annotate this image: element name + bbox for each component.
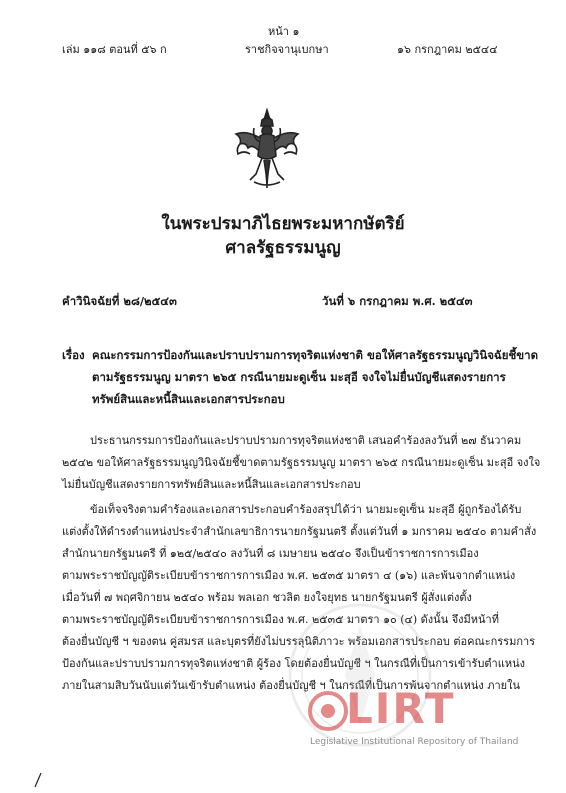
body-line: ตามพระราชบัญญัติระเบียบข้าราชการการเมือง พ.ศ. ๒๕๓๕ มาตรา ๑๐ (๔) ดังนั้น จึงมีหน้าที่ (62, 613, 499, 626)
watermark-letters: LIRT (346, 684, 456, 733)
subject-line: ทรัพย์สินและหนี้สินและเอกสารประกอบ (92, 392, 285, 406)
body-line: ๒๕๔๒ ขอให้ศาลรัฐธรรมนูญวินิจฉัยชี้ขาดตามรัฐธรรมนูญ มาตรา ๒๖๕ กรณีนายมะดูเซ็น มะสุอี จงใจ (62, 456, 541, 469)
publication-date: ๑๖ กรกฎาคม ๒๕๔๔ (397, 43, 498, 56)
ruling-number: คำวินิจฉัยที่ ๒๘/๒๕๔๓ (62, 294, 177, 308)
body-line: ต้องยื่นบัญชี ฯ ของตน คู่สมรส และบุตรที่ยังไม่บรรลุนิติภาวะ พร้อมเอกสารประกอบ ต่อคณะกรรมการ (62, 635, 536, 648)
subject-line: คณะกรรมการป้องกันและปราบปรามการทุจริตแห่งชาติ ขอให้ศาลรัฐธรรมนูญวินิจฉัยชี้ขาด (92, 348, 539, 362)
garuda-emblem-icon (232, 108, 302, 190)
body-line: ป้องกันและปราบปรามการทุจริตแห่งชาติ ผู้ร้อง โดยต้องยื่นบัญชี ฯ ในกรณีที่เป็นการเข้ารับตำแหน่ง (62, 657, 525, 670)
volume-info: เล่ม ๑๑๘ ตอนที่ ๕๖ ก (62, 43, 167, 56)
body-line: สำนักนายกรัฐมนตรี ที่ ๑๒๕/๒๕๔๐ ลงวันที่ ๘ เมษายน ๒๕๔๐ จึงเป็นข้าราชการการเมือง (62, 547, 479, 560)
body-line: ประธานกรรมการป้องกันและปราบปรามการทุจริตแห่งชาติ เสนอคำร้องลงวันที่ ๒๗ ธันวาคม (90, 434, 522, 447)
body-line: แต่งตั้งให้ดำรงตำแหน่งประจำสำนักเลขาธิการนายกรัฐมนตรี ตั้งแต่วันที่ ๑ มกราคม ๒๕๔๐ ตามคำสั่ง (62, 525, 537, 538)
page-number: หน้า ๑ (268, 25, 300, 38)
body-line: ไม่ยื่นบัญชีแสดงรายการทรัพย์สินและหนี้สินและเอกสารประกอบ (62, 478, 361, 491)
subject-line: ตามรัฐธรรมนูญ มาตรา ๒๖๕ กรณีนายมะดูเซ็น มะสุอี จงใจไม่ยื่นบัญชีแสดงรายการ (92, 370, 506, 384)
court-name: ศาลรัฐธรรมนูญ (225, 238, 341, 258)
subject-label: เรื่อง (62, 348, 85, 362)
body-line: ข้อเท็จจริงตามคำร้องและเอกสารประกอบคำร้องสรุปได้ว่า นายมะดูเซ็น มะสุอี ผู้ถูกร้องได้รับ (90, 503, 522, 516)
pen-mark-icon (33, 772, 43, 788)
body-line: ภายในสามสิบวันนับแต่วันเข้ารับตำแหน่ง ต้องยื่นบัญชี ฯ ในกรณีที่เป็นการพ้นจากตำแหน่ง ภายใน (62, 679, 520, 692)
body-line: เมื่อวันที่ ๗ พฤศจิกายน ๒๕๔๐ พร้อม พลเอก ชวลิต ยงใจยุทธ นายกรัฐมนตรี ผู้สั่งแต่งตั้ง (62, 591, 472, 604)
body-line: ตามพระราชบัญญัติระเบียบข้าราชการการเมือง พ.ศ. ๒๕๓๕ มาตรา ๔ (๑๖) และพ้นจากตำแหน่ง (62, 569, 516, 582)
watermark-caption: Legislative Institutional Repository of Thailand (310, 737, 519, 747)
ruling-date: วันที่ ๖ กรกฎาคม พ.ศ. ๒๕๔๓ (322, 294, 473, 308)
royal-title: ในพระปรมาภิไธยพระมหากษัตริย์ (161, 214, 405, 234)
gazette-name: ราชกิจจานุเบกษา (245, 43, 329, 56)
